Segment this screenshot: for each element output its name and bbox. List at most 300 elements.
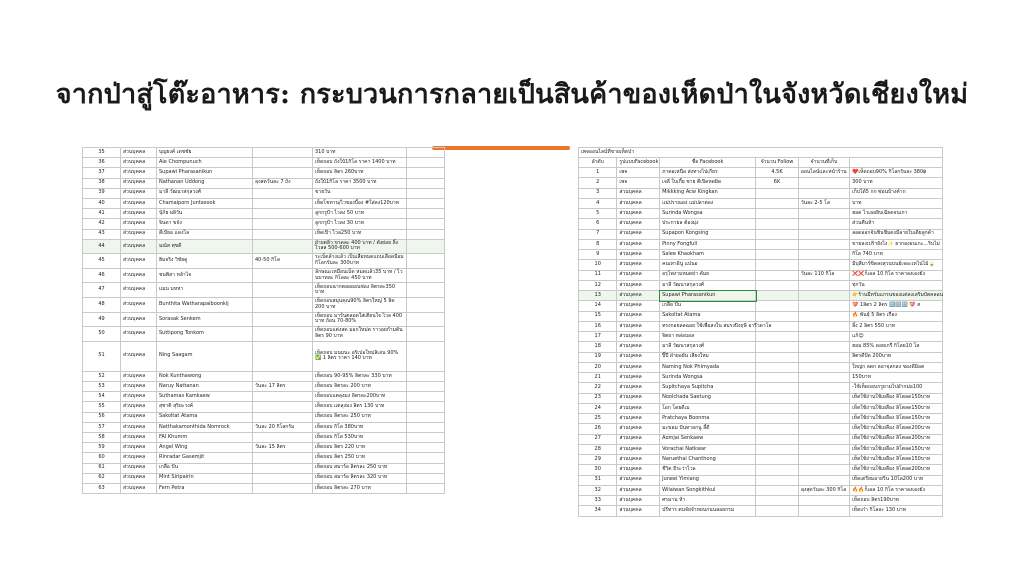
table-row (579, 455, 943, 465)
row-name: Sakoltat Atama (660, 311, 756, 321)
row-follow-count (756, 291, 799, 301)
row-quantity (798, 229, 849, 239)
row-extra (407, 341, 445, 371)
row-number: 1 (579, 168, 617, 178)
table-row (83, 432, 445, 442)
row-follow-count (756, 393, 799, 403)
row-quantity: ออนไลน์และหน้าร้าน (798, 168, 849, 178)
row-number: 53 (83, 382, 121, 392)
row-number: 47 (83, 283, 121, 298)
row-quantity (798, 373, 849, 383)
row-quantity (798, 311, 849, 321)
row-follow-count (756, 414, 799, 424)
row-name: Wilaiwan Songkithkul (660, 485, 756, 495)
row-number: 48 (83, 298, 121, 313)
row-type: ส่วนบุคคล (121, 188, 157, 198)
row-name: Fern Petra (157, 483, 253, 493)
row-price-note: ❌❌ก็เอล 10 กิโล ราคาลงเองยัง (850, 270, 943, 280)
row-quantity (798, 352, 849, 362)
row-type: ส่วนบุคคล (121, 198, 157, 208)
row-extra (407, 178, 445, 188)
table-row (83, 219, 445, 229)
row-name: บุญยงค์ เดชชัย (157, 148, 253, 158)
row-name: มาลี วัฒนาสกุลวงศ์ (157, 188, 253, 198)
row-price-note: กิโล 740 บาท (850, 250, 943, 260)
table-row (83, 371, 445, 381)
table-row (579, 219, 943, 229)
row-follow-count (756, 250, 799, 260)
row-name: Ning Saagam (157, 341, 253, 371)
row-quantity (253, 327, 313, 342)
row-name: FAI Khumm (157, 432, 253, 442)
row-name: อรุโพงามหมดย่า คัมย (660, 270, 756, 280)
row-extra (407, 371, 445, 381)
table-row (579, 198, 943, 208)
row-name: ดีเบียอ แดงไล (157, 229, 253, 239)
row-price-note: ❤️เห็ดถอบ90% กิโลกรัมละ 380฿ (850, 168, 943, 178)
row-follow-count (756, 260, 799, 270)
row-extra (407, 327, 445, 342)
row-extra (407, 392, 445, 402)
row-number: 6 (579, 219, 617, 229)
row-name: ฮิมจริง วิชัยดู (157, 254, 253, 269)
row-name: Vorachai Natkwar (660, 444, 756, 454)
row-number: 43 (83, 229, 121, 239)
row-price-note: เห็ดใช้ถ่านใช้เผลือง ลิโตลด200บาท (850, 424, 943, 434)
row-price-note: เห็ดถอบแต่งสด มอกใหม่ค ราวอยกำมตัน ลิตร 90 บาท (313, 327, 407, 342)
table-row (579, 301, 943, 311)
row-type: ส่วนบุคคล (617, 198, 660, 208)
row-number: 18 (579, 342, 617, 352)
table-row (83, 473, 445, 483)
row-price-note: เห็ดใช้ถ่านใช้เผลือง ลิโตลด150บาท (850, 403, 943, 413)
row-name: จิตยา หล่อบอล (660, 332, 756, 342)
row-name: สุชาติ สุริยะวงค์ (157, 402, 253, 412)
row-follow-count (756, 383, 799, 393)
row-number: 32 (579, 485, 617, 495)
row-number: 12 (579, 280, 617, 290)
row-name: เกลือ ปัน (660, 301, 756, 311)
row-name: Mikkking Acw Kingkan (660, 188, 756, 198)
row-type: ส่วนบุคคล (617, 444, 660, 454)
row-type: ส่วนบุคคล (617, 414, 660, 424)
row-price-note: 👉ร้านมีทรัมแกรนของแต่ลงเสริมบัตคลอน (850, 291, 943, 301)
row-number: 56 (83, 412, 121, 422)
row-name: เจลี่ ใบเกี้ย ชาย ตีเปิดหดผิด (660, 178, 756, 188)
row-follow-count (756, 198, 799, 208)
row-extra (407, 483, 445, 493)
row-quantity (253, 392, 313, 402)
row-follow-count (756, 434, 799, 444)
row-quantity: วันละ 15 ลิตร (253, 443, 313, 453)
table-caption: เพจออนไลน์ที่ขายเห็ดป่า (579, 148, 943, 158)
column-header (850, 158, 943, 168)
row-follow-count (756, 465, 799, 475)
row-number: 42 (83, 219, 121, 229)
row-follow-count (756, 311, 799, 321)
row-price-note: ส่วนคืนห้า (850, 219, 943, 229)
row-number: 14 (579, 301, 617, 311)
row-price-note: ลูกกรูป้า ไวลง 30 บาท (313, 219, 407, 229)
row-price-note: เห็ดใช้ถ่านใช้เผลือง ลิโตลด150บาท (850, 444, 943, 454)
row-name: Mint Siripairin (157, 473, 253, 483)
table-row (579, 229, 943, 239)
row-quantity: 40-50 กิโล (253, 254, 313, 269)
row-number: 23 (579, 393, 617, 403)
row-follow-count (756, 188, 799, 198)
row-quantity (798, 321, 849, 331)
row-extra (407, 382, 445, 392)
row-number: 62 (83, 473, 121, 483)
row-price-note: เห็ดถอบ ลิตรละ 200 บาท (313, 382, 407, 392)
row-extra (407, 239, 445, 254)
row-price-note: เห็ดถอบ 90-95% ลิตรละ 330 บาท (313, 371, 407, 381)
row-type: ส่วนบุคคล (121, 168, 157, 178)
row-number: 7 (579, 229, 617, 239)
row-type: ส่วนบุคคล (617, 373, 660, 383)
row-type: ส่วนบุคคล (617, 455, 660, 465)
row-quantity: ลุงสดวันละ 7 ถัง (253, 178, 313, 188)
row-type: ส่วนบุคคล (617, 383, 660, 393)
row-follow-count (756, 506, 799, 516)
row-price-note: เก็บได้5 กก ซ่อนบ้างค้าก (850, 188, 943, 198)
row-number: 49 (83, 312, 121, 327)
row-name: Naming Nok Phimyada (660, 362, 756, 372)
row-extra (407, 283, 445, 298)
row-follow-count: 4.5K (756, 168, 799, 178)
row-type: ส่วนบุคคล (121, 392, 157, 402)
table-row (579, 383, 943, 393)
row-name: นุ้ก้ย ผลิวัน (157, 209, 253, 219)
table-row (579, 414, 943, 424)
row-follow-count (756, 475, 799, 485)
row-extra (407, 219, 445, 229)
column-header: จำนวน Follow (756, 158, 799, 168)
row-type: ส่วนบุคคล (617, 250, 660, 260)
row-quantity (798, 239, 849, 249)
table-row (579, 424, 943, 434)
row-price-note: ถังใบ้1กิโล ราคา 3500 บาท (313, 178, 407, 188)
row-extra (407, 254, 445, 269)
row-number: 44 (83, 239, 121, 254)
table-row (83, 327, 445, 342)
row-type: ส่วนบุคคล (121, 327, 157, 342)
table-row (579, 260, 943, 270)
row-type: ส่วนบุคคล (121, 178, 157, 188)
row-name: Suttipong Tonkom (157, 327, 253, 342)
row-number: 10 (579, 260, 617, 270)
row-type: ส่วนบุคคล (617, 209, 660, 219)
row-type: ส่วนบุคคล (121, 148, 157, 158)
table-row (83, 412, 445, 422)
row-price-note: เห็ดถอบ ลิตร190บาท (850, 496, 943, 506)
row-follow-count (756, 352, 799, 362)
row-quantity (253, 473, 313, 483)
row-number: 35 (83, 148, 121, 158)
row-type: ส่วนบุคคล (617, 291, 660, 301)
row-name: มะขอม ปันทาอกนู ลี้ดี (660, 424, 756, 434)
row-price-note: เห็ดถอบฉากตลอยอนช่อง ลิตรละ350 บาท (313, 283, 407, 298)
row-name: Nok Kunthawong (157, 371, 253, 381)
row-name: ทรงกอยลลฉอย ใช้เพื่อสงใน สมรงปิงฤษี อารีวดาโล (660, 321, 756, 331)
table-row (579, 434, 943, 444)
row-name: ชีวิต ธีระว่าไวล (660, 465, 756, 475)
column-header: ลำดับ (579, 158, 617, 168)
table-row (579, 311, 943, 321)
row-quantity: วันละ 20 กิโลกรัม (253, 422, 313, 432)
row-type: ส่วนบุคคล (121, 239, 157, 254)
row-price-note: เห็ดถอบ สมาร์อ ลิตรละ 320 บาท (313, 473, 407, 483)
row-price-note: เห็ดถอบ ลิตรละ 270 บาท (313, 483, 407, 493)
row-number: 36 (83, 158, 121, 168)
row-name: Rinradar Gasemjit (157, 453, 253, 463)
slide-title: จากป่าสู่โต๊ะอาหาร: กระบวนการกลายเป็นสินค้าของเห็ดป่าในจังหวัดเชียงใหม่ (55, 79, 969, 110)
row-name: เกลือ ปัน (157, 463, 253, 473)
row-quantity: วันละ 2-5 โล (798, 198, 849, 208)
row-follow-count (756, 219, 799, 229)
row-price-note: เห็ดใช้ถ่านใช้เผลือง ลิโตลด150บาท (850, 414, 943, 424)
row-quantity (253, 432, 313, 442)
row-quantity (798, 362, 849, 372)
row-quantity (798, 424, 849, 434)
row-number: 61 (83, 463, 121, 473)
row-number: 8 (579, 239, 617, 249)
row-extra (407, 198, 445, 208)
row-quantity (253, 229, 313, 239)
row-quantity (253, 148, 313, 158)
row-type: ส่วนบุคคล (617, 342, 660, 352)
row-type: ส่วนบุคคล (617, 506, 660, 516)
row-extra (407, 268, 445, 283)
table-row (83, 239, 445, 254)
row-number: 17 (579, 332, 617, 342)
row-quantity (253, 402, 313, 412)
row-type: ส่วนบุคคล (121, 422, 157, 432)
row-number: 41 (83, 209, 121, 219)
row-price-note: -ใช้เห็ดถอบกรูยามไปอำกม่อ100 (850, 383, 943, 393)
row-price-note: เห็ดเก๋า กิโลละ 130 บาท (850, 506, 943, 516)
row-quantity (253, 168, 313, 178)
table-row (579, 485, 943, 495)
table-row (579, 465, 943, 475)
row-quantity (798, 332, 849, 342)
row-type: ส่วนบุคคล (617, 239, 660, 249)
row-number: 45 (83, 254, 121, 269)
row-quantity (798, 219, 849, 229)
row-quantity (253, 412, 313, 422)
row-type: ส่วนบุคคล (121, 443, 157, 453)
row-type: ส่วนบุคคล (617, 332, 660, 342)
row-name: ภาคอเหนือ ส่งทางไปเกียร (660, 168, 756, 178)
row-name: Bunthita Watharapaiboonkij (157, 298, 253, 313)
row-number: 29 (579, 455, 617, 465)
row-type: ส่วนบุคคล (617, 311, 660, 321)
row-number: 34 (579, 506, 617, 516)
table-row (83, 483, 445, 493)
row-number: 63 (83, 483, 121, 493)
row-type: ส่วนบุคคล (617, 485, 660, 495)
row-number: 37 (83, 168, 121, 178)
row-follow-count (756, 403, 799, 413)
row-quantity (253, 371, 313, 381)
row-quantity (798, 434, 849, 444)
row-follow-count (756, 444, 799, 454)
row-price-note: เห็ดถอบ ลิตรละ 250 บาท (313, 412, 407, 422)
connector-line (432, 146, 570, 150)
row-number: 28 (579, 444, 617, 454)
row-extra (407, 412, 445, 422)
row-number: 11 (579, 270, 617, 280)
row-extra (407, 463, 445, 473)
row-type: ส่วนบุคคล (121, 473, 157, 483)
table-row (83, 392, 445, 402)
row-follow-count (756, 342, 799, 352)
row-type: ส่วนบุคคล (617, 260, 660, 270)
row-type: ส่วนบุคคล (121, 341, 157, 371)
row-quantity: วันละ 17 ลิตร (253, 382, 313, 392)
row-quantity (798, 280, 849, 290)
table-row (579, 362, 943, 372)
table-row (83, 168, 445, 178)
row-follow-count (756, 496, 799, 506)
row-type: ส่วนบุคคล (617, 475, 660, 485)
row-price-note: เห็ดถอบ กิโล 380บาท (313, 422, 407, 432)
row-name: ศรมาน ห้า (660, 496, 756, 506)
row-quantity (253, 209, 313, 219)
row-number: 9 (579, 250, 617, 260)
table-row (83, 463, 445, 473)
row-price-note: ระเบ็ดล้างแล้ว เป็นเสือหมดแถนเลือดมีอม กิโลกรัมละ 300บาท (313, 254, 407, 269)
row-number: 52 (83, 371, 121, 381)
row-price-note: 🔥🔥ก็เอล 10 กิโล ราคาลงเองยัง (850, 485, 943, 495)
row-quantity (253, 158, 313, 168)
table-row (579, 475, 943, 485)
row-price-note: เห็ดถอบ ถังใบ้1กิโล ราคา 1400 บาท (313, 158, 407, 168)
row-type: ส่วนบุคคล (121, 254, 157, 269)
table-header-row (579, 158, 943, 168)
row-price-note: ฮอม 85% ดอยเกรื กิโลย10 โล (850, 342, 943, 352)
row-number: 3 (579, 188, 617, 198)
row-name: Naruethai Chanthong (660, 455, 756, 465)
row-price-note: ขายลงเปร้ายังไง✨ ยากลงอนเกะ...ริบไม่ (850, 239, 943, 249)
row-name: Pinny Fongfull (660, 239, 756, 249)
row-extra (407, 148, 445, 158)
row-name: Naruy Nattanan (157, 382, 253, 392)
row-type: ส่วนบุคคล (121, 371, 157, 381)
row-type: ส่วนบุคคล (121, 432, 157, 442)
row-follow-count (756, 362, 799, 372)
row-name: ปรีทาร ตนจัยจำหยนกนนลอยกรม (660, 506, 756, 516)
row-quantity (798, 301, 849, 311)
row-price-note: 🔥 พันธุ์ 5 ลิตร เกือง (850, 311, 943, 321)
row-number: 21 (579, 373, 617, 383)
row-price-note: เห็ดถอบ ลิตร 260บาท (313, 168, 407, 178)
row-name: ประกายล ต้องมุ่ง (660, 219, 756, 229)
row-name: ปิ๊ปี ฝ่ายอยัน เสียงใหม (660, 352, 756, 362)
row-quantity (798, 291, 849, 301)
row-price-note: เห็ดถอบ กิโล 530บาท (313, 432, 407, 442)
row-price-note: เห็ดถอบ แตลุงมง ลิตร 130 บาท (313, 402, 407, 412)
row-quantity (798, 455, 849, 465)
table-row (579, 373, 943, 383)
row-follow-count (756, 485, 799, 495)
row-quantity (798, 260, 849, 270)
row-extra (407, 209, 445, 219)
row-type: ส่วนบุคคล (121, 158, 157, 168)
row-price-note: บาท (850, 198, 943, 208)
row-price-note: มีบุสีมาร์ขิดลงสุวนบนย์เจอะเทไน่ไม้🍃 (850, 260, 943, 270)
row-extra (407, 158, 445, 168)
row-type: ส่วนบุคคล (617, 301, 660, 311)
row-number: 30 (579, 465, 617, 475)
row-price-note: เห็ดถอบ ลิตร 250 บาท (313, 453, 407, 463)
row-type: ส่วนบุคคล (617, 229, 660, 239)
table-row (83, 283, 445, 298)
table-row (83, 178, 445, 188)
table-row (83, 402, 445, 412)
table-row (83, 341, 445, 371)
row-extra (407, 453, 445, 463)
row-number: 5 (579, 209, 617, 219)
row-follow-count (756, 229, 799, 239)
table-row (579, 352, 943, 362)
table-row (579, 496, 943, 506)
row-type: ส่วนบุคคล (121, 298, 157, 313)
row-number: 15 (579, 311, 617, 321)
table-row (579, 239, 943, 249)
table-row (579, 342, 943, 352)
row-follow-count (756, 424, 799, 434)
row-type: ส่วนบุคคล (617, 434, 660, 444)
row-quantity (253, 268, 313, 283)
row-price-note: ลิ้ง 2 ลิตร 550 บาท (850, 321, 943, 331)
table-row (83, 209, 445, 219)
table-row (579, 403, 943, 413)
row-extra (407, 473, 445, 483)
row-extra (407, 402, 445, 412)
row-name: Nathanan Uddong (157, 178, 253, 188)
row-extra (407, 422, 445, 432)
table-row (83, 198, 445, 208)
row-name: Chamaiporn Juntasook (157, 198, 253, 208)
row-name: Aomjai Senkaew (660, 434, 756, 444)
row-type: เพจ (617, 178, 660, 188)
row-name: Sorasak Senkem (157, 312, 253, 327)
row-type: ส่วนบุคคล (617, 352, 660, 362)
row-follow-count (756, 209, 799, 219)
row-name: Noolchada Saetung (660, 393, 756, 403)
row-type: ส่วนบุคคล (617, 219, 660, 229)
row-extra (407, 443, 445, 453)
row-name: มาลี วัฒนาสกุลวงศ์ (660, 342, 756, 352)
row-price-note: ลิตรดีปัด 200บาท (850, 352, 943, 362)
row-type: ส่วนบุคคล (617, 424, 660, 434)
row-type: ส่วนบุคคล (121, 412, 157, 422)
row-type: ส่วนบุคคล (617, 321, 660, 331)
row-quantity (253, 453, 313, 463)
row-name: Supawi Pharasanikun (157, 168, 253, 178)
row-type: ส่วนบุคคล (121, 229, 157, 239)
row-number: 33 (579, 496, 617, 506)
row-name: คนเทาอินู แปนอ (660, 260, 756, 270)
table-row (579, 178, 943, 188)
row-number: 26 (579, 424, 617, 434)
row-number: 40 (83, 198, 121, 208)
left-spreadsheet (82, 147, 445, 494)
row-quantity (253, 483, 313, 493)
row-type: ส่วนบุคคล (121, 463, 157, 473)
row-number: 38 (83, 178, 121, 188)
